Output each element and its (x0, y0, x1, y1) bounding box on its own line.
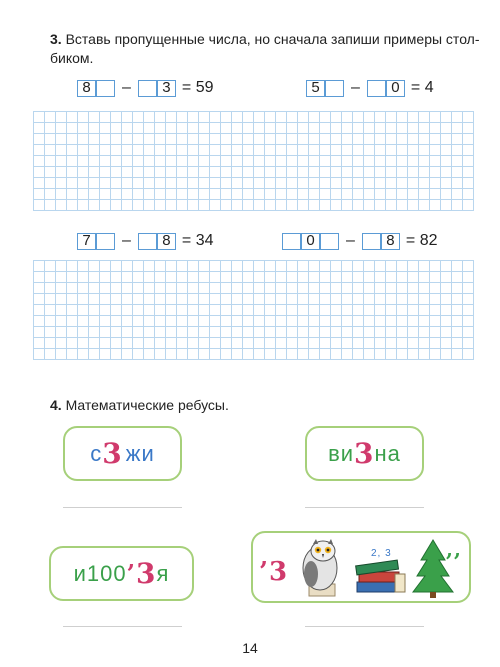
rebus-comma: ’ (126, 559, 136, 588)
digit-box-empty[interactable] (96, 80, 115, 97)
equation-result: = 82 (405, 232, 438, 249)
rebus-label-23: 2, 3 (371, 548, 392, 559)
minus-sign: – (122, 79, 131, 96)
answer-line[interactable] (305, 507, 424, 508)
equation-result: = 4 (410, 79, 434, 96)
rebus-digit: 3 (102, 437, 123, 470)
rebus-number: 100 (86, 560, 127, 586)
rebus-text: и (73, 560, 87, 586)
equation-3 (77, 231, 214, 251)
digit-box: 5 (306, 80, 325, 97)
rebus-card-1 (63, 426, 182, 481)
equation-1 (77, 78, 214, 98)
minus-sign: – (122, 232, 131, 249)
rebus-lead: ’3 (259, 557, 289, 587)
digit-box-empty[interactable] (367, 80, 386, 97)
task-3-number: 3. (50, 31, 62, 47)
digit-box: 0 (301, 233, 320, 250)
task-3-line1: Вставь пропущенные числа, но сначала запиши примеры стол- (65, 31, 480, 47)
task-4-text (50, 396, 229, 415)
rebus-card-3 (49, 546, 194, 601)
digit-box-empty[interactable] (282, 233, 301, 250)
rebus-picture (253, 534, 467, 600)
owl-icon (303, 539, 337, 596)
digit-box: 8 (381, 233, 400, 250)
rebus-digit: 3 (135, 557, 157, 590)
digit-box-empty[interactable] (96, 233, 115, 250)
rebus-digit: 3 (354, 437, 375, 470)
rebus-text: ви (328, 440, 355, 466)
digit-box-empty[interactable] (320, 233, 339, 250)
rebus-text: жи (125, 440, 155, 466)
digit-box-empty[interactable] (362, 233, 381, 250)
squared-grid-2[interactable] (33, 260, 474, 360)
rebus-trail: ,, (446, 537, 462, 561)
digit-box-empty[interactable] (325, 80, 344, 97)
task-3-text (50, 30, 490, 68)
minus-sign: – (351, 79, 360, 96)
rebus-card-2 (305, 426, 424, 481)
digit-box: 0 (386, 80, 405, 97)
rebus-text: с (90, 440, 103, 466)
equation-result: = 34 (181, 232, 214, 249)
digit-box: 8 (157, 233, 176, 250)
digit-box-empty[interactable] (138, 233, 157, 250)
squared-grid-1[interactable] (33, 111, 474, 211)
task-4-label: Математические ребусы. (65, 397, 229, 413)
rebus-text: на (374, 440, 401, 466)
books-icon (356, 548, 405, 592)
digit-box: 3 (157, 80, 176, 97)
task-3-line2: биком. (50, 50, 94, 66)
answer-line[interactable] (63, 626, 182, 627)
page-number: 14 (242, 640, 258, 656)
rebus-card-4 (251, 531, 471, 603)
equation-2 (306, 78, 434, 98)
answer-line[interactable] (63, 507, 182, 508)
equation-4 (282, 231, 438, 251)
minus-sign: – (346, 232, 355, 249)
digit-box: 8 (77, 80, 96, 97)
digit-box-empty[interactable] (138, 80, 157, 97)
digit-box: 7 (77, 233, 96, 250)
rebus-text: я (156, 560, 170, 586)
answer-line[interactable] (305, 626, 424, 627)
equation-result: = 59 (181, 79, 214, 96)
task-4-number: 4. (50, 397, 62, 413)
